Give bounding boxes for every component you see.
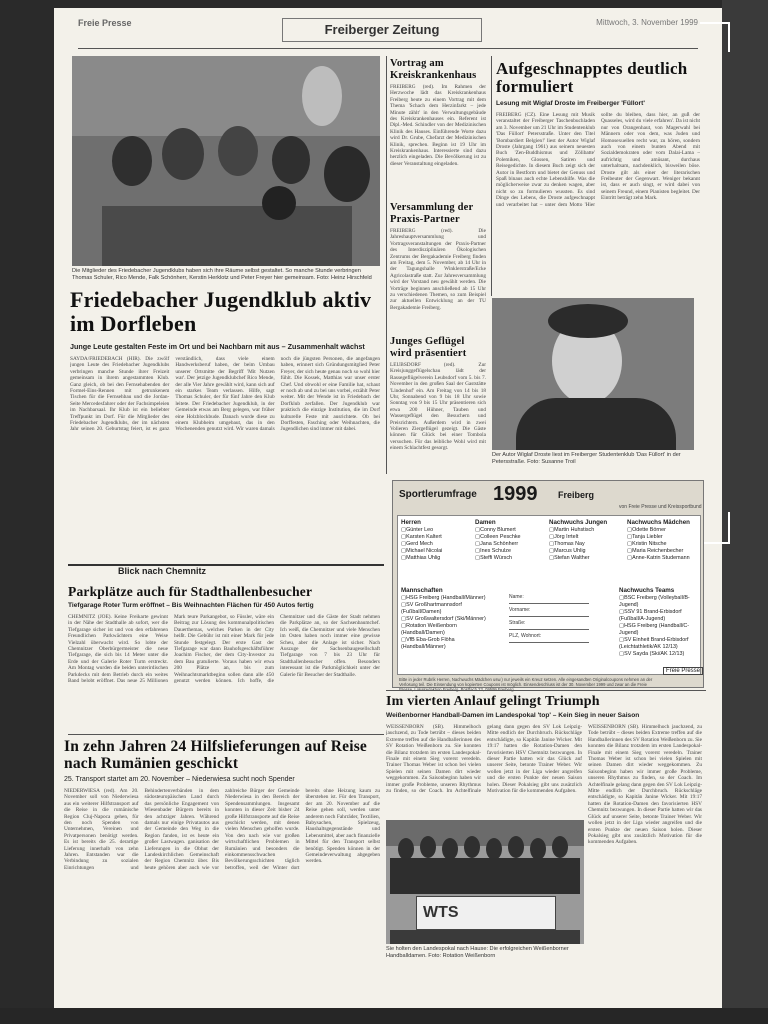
reading-subheadline: Lesung mit Wiglaf Droste im Freiberger 'Füllort' (496, 100, 645, 107)
survey-credit: von Freie Presse und Kreissportbund (619, 504, 702, 510)
parking-headline: Parkplätze auch für Stadthallenbesucher (68, 584, 313, 599)
survey-option[interactable]: ▢ Martin Huhstisch (549, 527, 625, 534)
column-divider (386, 56, 387, 474)
handball-caption: Sie holten den Landespokal nach Hause: Die erfolgreichen Weißenborner Handballdamen. Foto: Rotation Weißenborn (386, 946, 569, 959)
handball-subheadline: Weißenborner Handball-Damen im Landespokal 'top' – Kein Sieg in neuer Saison (386, 712, 640, 719)
survey-option[interactable]: ▢ Matthias Uhlig (401, 555, 473, 562)
parking-subheadline: Tiefgarage Roter Turm eröffnet – Bis Weihnachten Flächen für 450 Autos fertig (68, 602, 314, 609)
section-rule-handball (386, 690, 706, 691)
survey-year: 1999 (493, 483, 538, 505)
survey-footnote: Bitte in jeder Rubrik Herren, Nachwuchs Mädchen usw.) nur jeweils ein Kreuz setzen. Alle eingesandten Originalcoupons nehmen an der Verlosung teil. Die Einsendung von kopierten Coupons ist möglich. Einsendeschluss ist der 30. November 1999 und zwar an die Freie (399, 677, 653, 687)
survey-option[interactable]: ▢ Kristin Nitsche (627, 541, 701, 548)
sport-survey-box (392, 480, 704, 688)
crop-corner-top-right (700, 22, 730, 52)
masthead-date: Mittwoch, 3. November 1999 (596, 18, 698, 27)
aid-headline: In zehn Jahren 24 Hilfslieferungen auf Reise nach Rumänien geschickt (64, 738, 368, 772)
survey-option[interactable]: ▢ Gerd Mech (401, 541, 473, 548)
form-field-firstname[interactable]: Vorname: (509, 604, 589, 617)
lecture-article-body: FREIBERG (red). Im Rahmen der Herzwoche lädt das Kreiskrankenhaus Freiberg heute zu einem Vortrag mit dem Thema 'Schach dem Herzinfarkt – jede Minute zählt' in den Verwaltungsgebäude des Kreiskrankenhauses ein. Referent ist Dipl.-Med. Schindler von der Medizinischen Klinik des Hauses. Einführende Worte dazu wird Dr. Grube, Chefarzt der Medizinischen Klinik, sprechen. Beginn ist 19 Uhr im Kreiskrankenhaus. Interessierte sind dazu herzlich eingeladen. Die Bevölkerung ist zu dieser Veranstaltung eingeladen. (390, 84, 486, 167)
poultry-headline: Junges Geflügel wird präsentiert (390, 336, 467, 359)
section-tag-chemnitz: Blick nach Chemnitz (118, 566, 207, 576)
handball-article-body-continued: WEISSENBORN (SB). Himmelhoch jauchzend, zu Tode betrübt – dieses beiden Extreme treffen auf die Handballerinnen des SV Rotation Weißenborn zu. Sie konnten die Bilanz trotzdem im ersten Landespokal-Finale mit einem Sieg vorerst veredeln. Trainer Thomas Weber ist schon bei vielen Spielen mit seinen Damen dirt wieder weggekommen. Zu Saisonbeginn haben wir immer große Probleme, unseren Rhythmus zu finden, so der Coach. Im Achtelfinale gelang dann gegen den SV Lok Leipzig-Mitte endlich der Durchbruch. Rückschläge entschädigte, so Kapitän Janine Wicker. Mit 19:17 hatten die Rotation-Damen den favorisierten HSV Chemnitz bezwungen. In dieser Partie hatten wir das Glück auf unserer Seite, betonte Trainer Weber. Wir wollen jetzt in der Liga wieder angreifen und die ersten Punkte der neuen Saison holen. Dieser Pokalsieg gibt uns zusätzlich Motivation für die kommenden Aufgaben. (588, 724, 702, 846)
column-divider-right (491, 56, 492, 296)
survey-column-men: Herren ▢ Günter Leo ▢ Karsten Kaltert ▢ Gerd Mech ▢ Michael Nicolai ▢ Matthias Uhlig (401, 519, 473, 562)
survey-city: Freiberg (558, 490, 595, 500)
survey-option[interactable]: ▢ Steffi Würsch (475, 555, 547, 562)
assembly-headline: Versammlung der Praxis-Partner (390, 202, 474, 225)
sponsor-banner: WTS (416, 896, 556, 930)
survey-option[interactable]: ▢ Ines Schulze (475, 548, 547, 555)
reading-headline: Aufgeschnapptes deutlich formuliert (496, 59, 688, 96)
survey-option[interactable]: ▢ Conny Blumert (475, 527, 547, 534)
survey-option[interactable]: ▢ Maria Reichenbecher (627, 548, 701, 555)
survey-option[interactable]: ▢ Stefan Walther (549, 555, 625, 562)
survey-option[interactable]: ▢ Odette Börner (627, 527, 701, 534)
droste-caption: Der Autor Wiglaf Droste liest im Freiberger Studentenklub 'Das Füllort' in der Petersstraße. Foto: Susanne Troil (492, 452, 681, 465)
survey-option[interactable]: ▢ SV Einheit Brand-Erbisdorf (Leichtathletik/AK 12/13) (619, 637, 701, 651)
handball-team-photo (386, 820, 584, 944)
handball-article-body: WEISSENBORN (SB). Himmelhoch jauchzend, zu Tode betrübt – dieses beiden Extreme treffen auf die Handballerinnen des SV Rotation Weißenborn zu. Sie konnten die Bilanz trotzdem im ersten Landespokal-Finale mit einem Sieg vorerst veredeln. Trainer Thomas Weber ist schon bei vielen Spielen mit seinen Damen dirt wieder weggekommen. Zu Saisonbeginn haben wir immer große Probleme, unseren Rhythmus zu finden, so der Coach. Im Achtelfinale gelang dann gegen den SV Lok Leipzig-Mitte endlich der Durchbruch. Rückschläge entschädigte, so Kapitän Janine Wicker. Mit 19:17 hatten die Rotation-Damen den favorisierten HSV Chemnitz bezwungen. In dieser Partie hatten wir das Glück auf unserer Seite, betonte Trainer Weber. Wir wollen jetzt in der Liga wieder angreifen und die ersten Punkte der neuen Saison holen. Dieser Pokalsieg gibt uns zusätzlich Motivation für die kommenden Aufgaben. (386, 724, 582, 795)
form-field-name[interactable]: Name: (509, 591, 589, 604)
survey-column-junior-teams: Nachwuchs Teams ▢ BSC Freiberg (Volleyball/B-Jugend) ▢ SSV 91 Brand-Erbisdorf (Fußball/A-Jugend) ▢ HSG Freiberg (Handball/C-Jugend) ▢ SV Einheit Brand-Erbisdorf (Leichtathletik/AK 12/13) ▢ SV Sayda (Ski/AK 12/13) (619, 587, 701, 658)
scan-background-bottom (0, 1008, 768, 1024)
masthead-section-title: Freiberger Zeitung (282, 18, 482, 42)
survey-logo: Freie Presse (663, 667, 703, 675)
survey-option[interactable]: ▢ Colleen Peschke (475, 534, 547, 541)
jugendklub-article-body: SAYDA/FRIEDEBACH (HIR). Die zwölf jungen Leute des Friedebacher Jugendklubs verbringen manche Stunde ihrer Freizeit gemeinsam in ihrem angestammten Klub. Ganz gleich, ob bei den Fernsehabenden der Formel-Eins-Rennen mit getrunkenem Tischen für die Fernsehbau und die Jordan-Seite Mercedesfahrer oder der Fachsimpeleien im Nachbarsaal. Ihr Klub ist ein beliebter Treffpunkt im Dorf. Für die Mitglieder des Friedebacher Jugendklubs, der im nächsten Jahr seinen 20. Geburtstag feiert, ist es ganz verständlich, dass viele einem Handwerksberuf haben, der beim Umbau unserer Ortsmitte der Begriff 'Mit Nutzen war'. Der jetzige Jugendklubchef Rico Mende, der alle Vier Jahre gewählt wird, kann sich auf ein starkes Team verlassen. Hilfe, sagt Thomas Schuler, der für fünf Jahre den Klub leitete. Der Friedebacher Jugendklub, in der Gemeinde etwas am Berg gelegen, war früher eine Holzblockbude. Danach wurde diese zu einem Klubheim umgebaut, das in den Wochenenden genutzt wird. Wir waren damals noch die jüngsten Personen, die angefangen haben, erinnert sich Gründungsmitglied Peter Freyer, der sich heute genau noch so wohl hier fühlt. Die Kossek, Matthias war unser erster Chef. Und obwohl er eine Familie hat, schaut er noch ab und zu bei uns vorbei, erzählt Peter weiter. Mit der Wende ist in Friedebach der Dorfklub zerfallen. Der Jugendklub war praktisch die einzige Institution, die im Dorf kulturelle Feste mit ausrichtete. Ob bei Dorffesten, Fasching oder Weihnachten, die Jugendlichen sind immer mit dabei. (70, 356, 380, 433)
survey-option[interactable]: ▢ Michael Nicolai (401, 548, 473, 555)
survey-option[interactable]: ▢ Jana Schönherr (475, 541, 547, 548)
survey-option[interactable]: ▢ Rotation Weißenborn (Handball/Damen) (401, 623, 491, 637)
section-rule-chemnitz (68, 564, 384, 566)
survey-option[interactable]: ▢ VfB Eba-Grob Flöha (Handball/Männer) (401, 637, 491, 651)
jugendklub-headline: Friedebacher Jugendklub aktiv im Dorfleben (70, 287, 372, 336)
survey-option[interactable]: ▢ Jörg Irrtelt (549, 534, 625, 541)
survey-option[interactable]: ▢ SV Großhartmannsdorf (Fußball/Damen) (401, 602, 491, 616)
assembly-article-body: FREIBERG (red). Die Jahreshauptversammlung und Vortragsveranstaltungen der Praxis-Partner des Interdisziplinären Ökologischen Zentrums der Bergakademie Freiberg finden am Freitag, dem 5. November, ab 14 Uhr in der Tagungshalle Winklerstraße/Ecke Agricolastraße statt. Zur Jahresversammlung wird der Vorstand neu gewählt werden. Die Vorträge beginnen anschließend ab 15 Uhr zu verschiedenen Themen, so zum Beispiel zur aktuellen Entwicklung an der TU Bergakademie Freiberg. (390, 228, 486, 311)
handball-headline: Im vierten Anlauf gelingt Triumph (386, 694, 600, 709)
masthead (78, 14, 698, 50)
aid-article-body: NIEDERWIESA (red). Am 20. November soll von Niederwiesa aus ein weiterer Hilfstransport auf die Reise in die rumänische Region Cluj-Napoca gehen, für den noch Spenden von Unternehmen, Vereinen und Privatpersonen benötigt werden. Es ist bereits die 25. derartige Lieferung innerhalb von zehn Jahren. Entstanden war die Verbindung zu sozialen Einrichtungen und Behindertenverbänden in dem südosteuropäischen Land durch das persönliche Engagement von Wiesenbader Bürgern bereits in den achtziger Jahren. Während damals nur einige Privatautos aus der Gemeinde den Weg in die Region fanden, ist es heute ein großer Lastwagen. ganisation der Lieferungen in die Obhut der Landeskirchlichen Gemeinschaft der Region Chemnitz über. Bis heute gehören aber auch wie vor zahlreiche Bürger der Gemeinde Niederwiesa in den Bereich der Spendensammlungen. Insgesamt konnten in dieser Zeit bisher 24 große Hilfstransporte auf die Reise geschickt werden, mit denen vielen Menschen geholfen wurde. Von den nach wie vor großen wirtschaftlichen Problemen in Rumänien und besonders die einkommensschwachen Bevölkerungsschichten täglich betroffen, weil der Winter dort bereits ohne Heizung kaum zu überstehen ist. Für den Transport, der am 20. November auf die Reise gehen soll, werden unter anderem noch Fahrräder, Textilien, Babysachen, Spielzeug, Haushaltsgegenstände und Lebensmittel, aber auch finanzielle Mittel für den Transport selbst benötigt. Spenden können in der Gemeindeverwaltung abgegeben werden. (64, 788, 380, 871)
survey-column-teams: Mannschaften ▢ HSG Freiberg (Handball/Männer) ▢ SV Großhartmannsdorf (Fußball/Damen) ▢ SV Großwaltersdorf (Ski/Männer) ▢ Rotation Weißenborn (Handball/Damen) ▢ VfB Eba-Grob Flöha (Handball/Männer) (401, 587, 491, 651)
survey-option[interactable]: ▢ Thomas Nay (549, 541, 625, 548)
survey-option[interactable]: ▢ HSG Freiberg (Handball/Männer) (401, 595, 491, 602)
survey-column-women: Damen ▢ Conny Blumert ▢ Colleen Peschke ▢ Jana Schönherr ▢ Ines Schulze ▢ Steffi Würsch (475, 519, 547, 562)
survey-column-junior-girls: Nachwuchs Mädchen ▢ Odette Börner ▢ Tanja Liebler ▢ Kristin Nitsche ▢ Maria Reichenbecher ▢ Anne-Katrin Studemann (627, 519, 701, 562)
survey-option[interactable]: ▢ Marcus Uhlig (549, 548, 625, 555)
section-rule-hilfe (68, 734, 384, 735)
survey-column-junior-boys: Nachwuchs Jungen ▢ Martin Huhstisch ▢ Jörg Irrtelt ▢ Thomas Nay ▢ Marcus Uhlig ▢ Stefan Walther (549, 519, 625, 562)
survey-option[interactable]: ▢ SV Sayda (Ski/AK 12/13) (619, 651, 701, 658)
jugendklub-caption: Die Mitglieder des Friedebacher Jugendklubs haben sich ihre Räume selbst gestaltet. So manche Stunde verbringen Thomas Schuler, Rico Mende, Falk Schönherr, Kerstin Herklotz und Peter Freyer hier gemeinsam. Foto: Heinz Hirschfeld (72, 268, 372, 281)
droste-photo (492, 298, 694, 450)
survey-address-form (509, 591, 589, 643)
aid-subheadline: 25. Transport startet am 20. November – Niederwiesa sucht noch Spender (64, 776, 295, 783)
survey-option[interactable]: ▢ Karsten Kaltert (401, 534, 473, 541)
form-field-street[interactable]: Straße: (509, 617, 589, 630)
survey-option[interactable]: ▢ Tanja Liebler (627, 534, 701, 541)
jugendklub-photo (72, 56, 380, 266)
lecture-headline: Vortrag am Kreiskrankenhaus (390, 58, 477, 81)
survey-option[interactable]: ▢ HSG Freiberg (Handball/C-Jugend) (619, 623, 701, 637)
survey-title: Sportlerumfrage (399, 489, 477, 500)
parking-article-body: CHEMNITZ (JOE). Keine Freikarte gewinnt in der Nähe der Stadthalle ab sofort, wer die Tiefgarage sicher ist und von den erfahrenen Freundlichen Parkwächtern eine Weise Vielzahl überwacht wird. So lobte der Chemnitzer Oberbürgermeister die neue Tiefgarage, die sich bis 14 Meter unter die Erde und der Galerie Roter Turm erstreckt. Am Montag wurden die beiden unterirdischen Parkdecks mit dem Betrieb durch ein weites Band belobt eröffnet. Das neue 25 Millionen Mark teure Parkangebot, so Füssler, wäre ein Beitrag zur Lösung des kommunalpolitischen Dauerthemas, welches Parken in der City heißt. Die Gebühr ist mit einer Mark für jede Stunde festgelegt. Der erste Gast der Tiefgarage war dann Bauhofsgeschäftsführer Joachim Fischer, der dem City-Investor zu dem Bau gratulierte. Voraus haben wir etwa 200 Plätze an, bis zum Weihnachtsmarktbeginn sollen dann alle 450 genutzt werden können. Ich hoffe, die Chemnitzer und die Gäste der Stadt nehmen die Parkplätze an, so der Sachsenbaumchef. Ich weiß, die Chemnitzer und viele Menschen im Osten haben noch immer eine gewisse Scheu, aber die Anlage ist sicher. Nach Auszuge der Sachsenbaugesellschaft Tiefgarage von 7 bis 23 Uhr für Stadthallenbesucher offen. Besonders interessant ist die Parkmöglichkeit unter der Galerie für Besucher der Stadthalle. (68, 614, 380, 685)
crop-corner-bottom-right (700, 512, 730, 544)
survey-option[interactable]: ▢ SV Großwaltersdorf (Ski/Männer) (401, 616, 491, 623)
survey-option[interactable]: ▢ SSV 91 Brand-Erbisdorf (Fußball/A-Jugend) (619, 609, 701, 623)
survey-option[interactable]: ▢ BSC Freiberg (Volleyball/B-Jugend) (619, 595, 701, 609)
reading-article-body: FREIBERG (CZ). Eine Lesung mit Musik veranstaltet der Freiberger Taschenbuchladen am 3. November um 21 Uhr im Studentenklub 'Das Füllort' Petersstraße. Unter den Titel 'Bombardiert Belgien!' liest der Autor Wiglaf Droste (Jahrgang 1961) aus seinem neuesten Buch 'Zen-Buddhismus und Zölibatte' Polemiken, Glossen, Satiren und Reisegedichte. In diesem Buch zeigt sich der Autor in Bestform und bietet der Genuss und Spaß binaus auch echte Lebenshilfe. Was die möglicherweise zwar zu denken wagen, aber nicht so zu formulieren wussten. Es sind Dinge des Lebens, die Droste aufgeschnappt und verarbeitet hat – unter dem Motto 'Hier sollte du bleiben, dass hier, an guß der Quasseles, wird du viele erfahren'. Da ist nicht nur von Orangenhaut, von Magerwahl bei Männern oder von dem, was Juden und Homosexuellen recht war, zu hören, sondern auch von einem bunten Abend mit Sozialdemokraten oder vom Dalai-Lama – aufrichtig und amüsant, durchaus unterhaltsam, nachdenklich, bisweilen böse. Droste gilt als einer der literarischen Freibeuter der Gegenwart. Weniger bekannt ist, dass er auch singt, er wird dabei von seinem Freund, einem Pianisten begleitet. Der Eintritt beträgt zehn Mark. (496, 112, 700, 208)
poultry-article-body: LEUBSDORF (red). Zur Kreisjunggeflügelschau lädt der Rassegeflügelverein Leubsdorf vom 5. bis 7. November in den großen Saal der Gaststätte 'Lindenhof' ein. Am Freitag von 14 bis 18 Uhr, Sonnabend von 9 bis 18 Uhr sowie Sonntag von 9 bis 15 Uhr präsentieren sich etwa 200 Hühner, Tauben und Wassergeflügel den Besuchern und Preisrichtern. Außerdem wird in zwei Volieren Ziergeflügel gezeigt. Die Gäste können für Glück bei einer Tombola versuchen. Für das leibliche Wohl wird mit einem Schlachtfest gesorgt. (390, 362, 486, 452)
masthead-paper-name: Freie Presse (78, 18, 132, 28)
jugendklub-subheadline: Junge Leute gestalten Feste im Ort und bei Nachbarn mit aus – Zusammenhalt wächst (70, 342, 365, 351)
masthead-rule (78, 48, 698, 49)
survey-option[interactable]: ▢ Günter Leo (401, 527, 473, 534)
form-field-city[interactable]: PLZ, Wohnort: (509, 630, 589, 643)
survey-option[interactable]: ▢ Anne-Katrin Studemann (627, 555, 701, 562)
